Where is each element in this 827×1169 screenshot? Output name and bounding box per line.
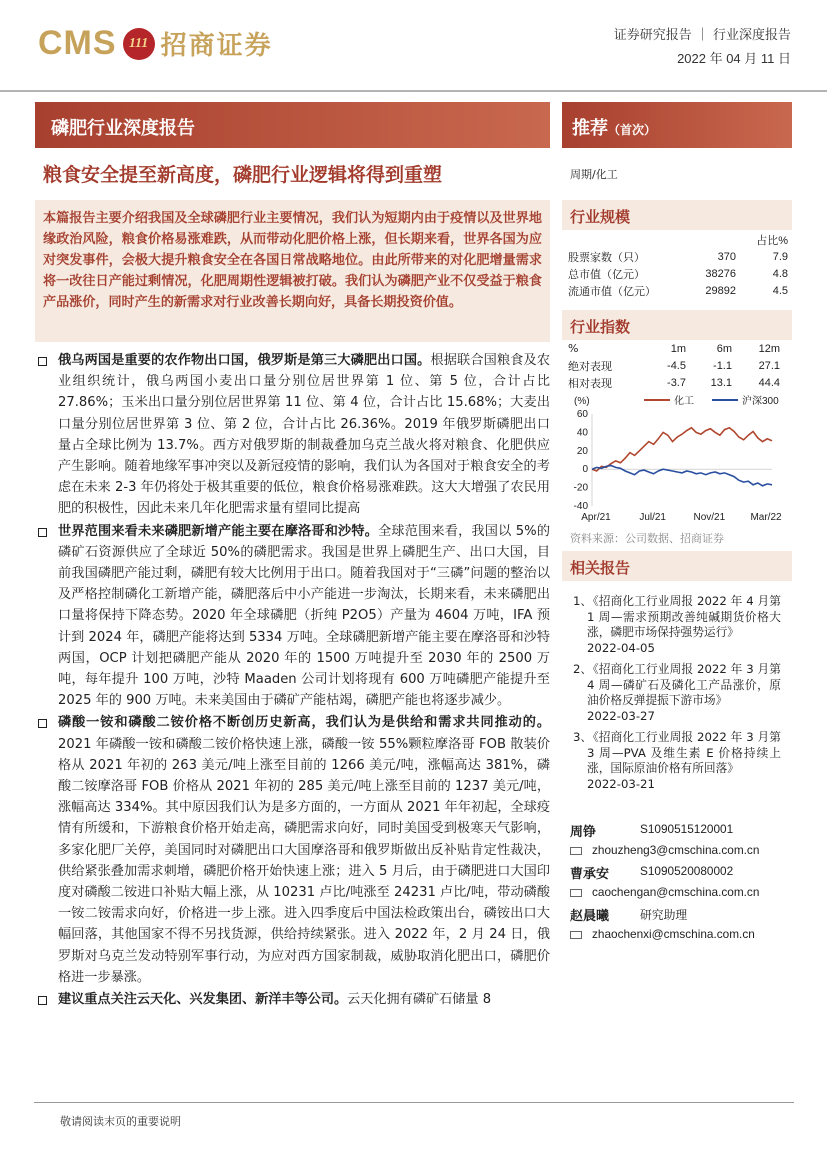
- index-header: 1m: [670, 342, 686, 355]
- index-value: -4.5: [667, 359, 686, 372]
- analyst-email-row: [570, 842, 792, 863]
- analyst-cert: 研究助理: [640, 908, 688, 922]
- chart-legend-label: 化工: [674, 396, 694, 407]
- table-row: [568, 231, 788, 248]
- analyst-email[interactable]: zhouzheng3@cmschina.com.cn: [592, 843, 760, 857]
- table-row: [568, 248, 788, 265]
- table-row: [568, 357, 780, 374]
- rating-label: 推荐: [572, 118, 608, 139]
- report-type: 证券研究报告 ｜ 行业深度报告: [613, 28, 791, 43]
- index-heading: 行业指数: [562, 310, 792, 340]
- scale-col-header: 占比%: [756, 234, 788, 247]
- bullet-lead: 磷酸一铵和磷酸二铵价格不断创历史新高，我们认为是供给和需求共同推动的。: [58, 715, 550, 731]
- related-heading: 相关报告: [562, 551, 792, 581]
- chart-xtick-label: Nov/21: [693, 512, 726, 523]
- chart-xtick-label: Jul/21: [639, 512, 667, 523]
- logo-cn-text: 招商证券: [160, 31, 273, 61]
- analyst-email[interactable]: caochengan@cmschina.com.cn: [592, 885, 760, 899]
- scale-value: 29892: [705, 284, 736, 297]
- scale-pct: 4.5: [772, 284, 788, 297]
- bullet-box-icon: [38, 528, 47, 537]
- report-date: 2022-03-27: [587, 708, 655, 723]
- chart-series-line: [592, 466, 772, 486]
- analyst-cert: S1090520080002: [640, 864, 734, 878]
- footer-note: 敬请阅读末页的重要说明: [60, 1115, 181, 1128]
- page-title: 粮食安全提至新高度，磷肥行业逻辑将得到重塑: [43, 164, 443, 186]
- chart-xtick-label: Apr/21: [581, 512, 611, 523]
- index-header: %: [568, 342, 579, 355]
- analyst-name: 周铮: [570, 825, 597, 840]
- logo-mark-icon: 111: [123, 28, 155, 60]
- related-report-item[interactable]: [573, 594, 781, 656]
- summary-box: 本篇报告主要介绍我国及全球磷肥行业主要情况，我们认为短期内由于疫情以及世界地缘政治风险，粮食价格易涨难跌，从而带动化肥价格上涨，但长期来看，世界各国为应对突发事件，会极大提升粮食安全在各国日常战略地位。由此所带来的对化肥增量需求将一改往日产能过剩情况，化肥周期性逻辑被打破。我们认为磷肥产业不仅受益于粮食产品涨价，同时产生的新需求对行业改善长期向好，具备长期投资价值。: [35, 200, 550, 342]
- bullet-lead: 建议重点关注云天化、兴发集团、新洋丰等公司。: [58, 992, 348, 1008]
- bullet-item: [36, 712, 550, 988]
- footer-divider: [34, 1102, 794, 1103]
- bullet-box-icon: [38, 996, 47, 1005]
- report-date: 2022-03-21: [587, 776, 655, 791]
- chart-xtick-label: Mar/22: [750, 512, 782, 523]
- analyst-row: [570, 821, 792, 842]
- index-value: -3.7: [667, 376, 686, 389]
- scale-value: 370: [717, 250, 736, 263]
- index-header: 12m: [758, 342, 780, 355]
- report-num: 3、: [573, 730, 593, 744]
- chart-ytick-label: 40: [576, 427, 588, 439]
- bullet-body: 云天化拥有磷矿石储量 8: [347, 992, 492, 1008]
- bullet-box-icon: [38, 719, 47, 728]
- table-row: [568, 340, 780, 357]
- chart-source: 资料来源：公司数据、招商证券: [570, 532, 724, 545]
- sector-label: 周期/化工: [570, 168, 618, 181]
- analyst-row: [570, 905, 792, 926]
- index-chart: [562, 392, 794, 552]
- rating-banner: [562, 102, 792, 148]
- index-label: 绝对表现: [568, 359, 612, 373]
- index-table: [568, 340, 780, 391]
- header-divider: [0, 90, 827, 92]
- chart-ytick-label: -20: [573, 482, 588, 494]
- report-title: 《招商化工行业周报 2022 年 3 月第 3 周—PVA 及维生素 E 价格持续上涨，国际原油价格有所回落》: [587, 730, 781, 775]
- index-value: -1.1: [713, 359, 732, 372]
- bullet-list: [36, 350, 550, 1010]
- chart-ytick-label: 60: [576, 409, 588, 420]
- bullet-body: 2021 年磷酸一铵和磷酸二铵价格快速上涨，磷酸一铵 55%颗粒摩洛哥 FOB 散装价格从 2021 年初的 263 美元/吨上涨至目前的 1266 美元/吨，涨幅高达 381%，磷酸二铵摩洛哥 FOB 价格从 2021 年初的 285 美元/吨上涨至目前的 1237 美元/吨，涨幅高达 334%。其中原因我们认为是多方面的，一方面从 2021 年年初起，全球疫情有所缓和，下游粮食价格开始走高，磷肥需求向好，同时美国受到极寒天气影响，多家化肥厂关停，美国同时对磷肥出口大国摩洛哥和俄罗斯做出反补贴肯定性裁决，供给紧张叠加需求刺增，磷肥价格开始快速上涨；进入 5 月后，由于磷肥进口大国印度对磷酸二铵进口补贴大幅上涨，从 10231 卢比/吨涨至 24231 卢比/吨，带动磷酸一铵二铵需求向好，价格进一步上涨。进入四季度后中国法检政策出台，磷铵出口大幅回落，其他国家不得不另找货源，供给持续紧张。进入 2022 年，2 月 24 日，俄罗斯对乌克兰发动特别军事行动，为应对西方国家制裁，威胁取消化肥出口，磷肥价格进一步暴涨。: [58, 736, 550, 985]
- mail-icon: [570, 931, 582, 939]
- scale-label: 总市值（亿元）: [568, 267, 645, 281]
- analyst-cert: S1090515120001: [640, 822, 734, 836]
- mail-icon: [570, 889, 582, 897]
- scale-label: 股票家数（只）: [568, 250, 645, 264]
- related-report-item[interactable]: [573, 730, 781, 792]
- report-num: 2、: [573, 662, 593, 676]
- logo: [38, 24, 273, 63]
- scale-table: [568, 231, 788, 299]
- logo-cms-text: CMS: [38, 24, 117, 62]
- chart-ytick-label: 20: [576, 445, 588, 457]
- bullet-body: 根据联合国粮食及农业组织统计，俄乌两国小麦出口量分别位居世界第 1 位、第 5 位，合计占比 27.86%；玉米出口量分别位居世界第 11 位、第 4 位，合计占比 15.68%；大麦出口量分别位居世界第 3 位、第 2 位，合计占比 26.36%。2019 年俄罗斯磷肥出口量占全球比例为 13.7%。西方对俄罗斯的制裁叠加乌克兰战火将对粮食、化肥供应产生影响。随着地缘军事冲突以及新冠疫情的影响，我们认为各国对于粮食安全的考虑在未来 2-3 年仍将处于极其重要的低位，粮食价格易涨难跌。这大大增强了农民用肥的积极性，因此未来几年化肥需求量有望同比提高: [58, 353, 550, 517]
- report-date: 2022 年 04 月 11 日: [677, 51, 791, 66]
- bullet-item: [36, 521, 550, 712]
- index-header: 6m: [716, 342, 732, 355]
- bullet-lead: 世界范围来看未来磷肥新增产能主要在摩洛哥和沙特。: [58, 523, 379, 539]
- analyst-name: 赵晨曦: [570, 909, 610, 924]
- bullet-lead: 俄乌两国是重要的农作物出口国，俄罗斯是第三大磷肥出口国。: [58, 353, 431, 368]
- table-row: [568, 374, 780, 391]
- table-row: [568, 282, 788, 299]
- bullet-box-icon: [38, 357, 47, 366]
- chart-ytick-label: -40: [573, 501, 588, 512]
- chart-legend-label: 沪深300: [742, 396, 779, 407]
- report-title: 《招商化工行业周报 2022 年 3 月第 4 周—磷矿石及磷化工产品涨价，原油价格反弹提振下游市场》: [587, 662, 781, 707]
- report-title: 《招商化工行业周报 2022 年 4 月第 1 周—需求预期改善纯碱期货价格大涨，磷肥市场保持强势运行》: [587, 594, 781, 639]
- scale-pct: 7.9: [772, 250, 788, 263]
- chart-ytick-label: 0: [582, 464, 588, 476]
- analyst-row: [570, 863, 792, 884]
- bullet-body: 全球范围来看，我国以 5%的磷矿石资源供应了全球近 50%的磷肥需求。我国是世界上磷肥生产、出口大国，目前我国磷肥产能过剩，磷肥有较大比例用于出口。随着我国对于“三磷”问题的整治以及严格控制磷化工新增产能，磷肥落后中小产能进一步淘汰，长期来看，未来磷肥出口量将保持下降态势。2020 年全球磷肥（折纯 P2O5）产量为 4604 万吨，IFA 预计到 2024 年，磷肥产能将达到 5334 万吨。全球磷肥新增产能主要在摩洛哥和沙特两国，OCP 计划把磷肥产能从 2020 年的 1500 万吨提升至 2030 年的 2500 万吨，每年提升 100 万吨，沙特 Maaden 公司计划将现有 600 万吨磷肥产能提升至 2025 年的 900 万吨。未来美国由于磷矿产能枯竭，磷肥产能也将逐步减少。: [58, 523, 550, 709]
- analyst-email-row: [570, 926, 792, 947]
- analyst-list: [570, 821, 792, 947]
- analyst-email-row: [570, 884, 792, 905]
- chart-series-line: [592, 428, 772, 471]
- report-num: 1、: [573, 594, 593, 608]
- rating-note: （首次）: [608, 123, 657, 137]
- report-banner: 磷肥行业深度报告: [35, 102, 550, 148]
- mail-icon: [570, 847, 582, 855]
- index-value: 27.1: [758, 359, 780, 372]
- index-value: 13.1: [710, 376, 732, 389]
- related-report-list: [573, 594, 781, 798]
- related-report-item[interactable]: [573, 662, 781, 724]
- index-value: 44.4: [758, 376, 780, 389]
- bullet-item: [36, 350, 550, 520]
- chart-ylabel: (%): [574, 396, 590, 407]
- index-label: 相对表现: [568, 376, 612, 390]
- report-date: 2022-04-05: [587, 640, 655, 655]
- scale-pct: 4.8: [772, 267, 788, 280]
- scale-heading: 行业规模: [562, 200, 792, 230]
- scale-value: 38276: [705, 267, 736, 280]
- scale-label: 流通市值（亿元）: [568, 284, 656, 298]
- analyst-name: 曹承安: [570, 867, 610, 882]
- table-row: [568, 265, 788, 282]
- analyst-email[interactable]: zhaochenxi@cmschina.com.cn: [592, 927, 755, 941]
- bullet-item: [36, 989, 550, 1010]
